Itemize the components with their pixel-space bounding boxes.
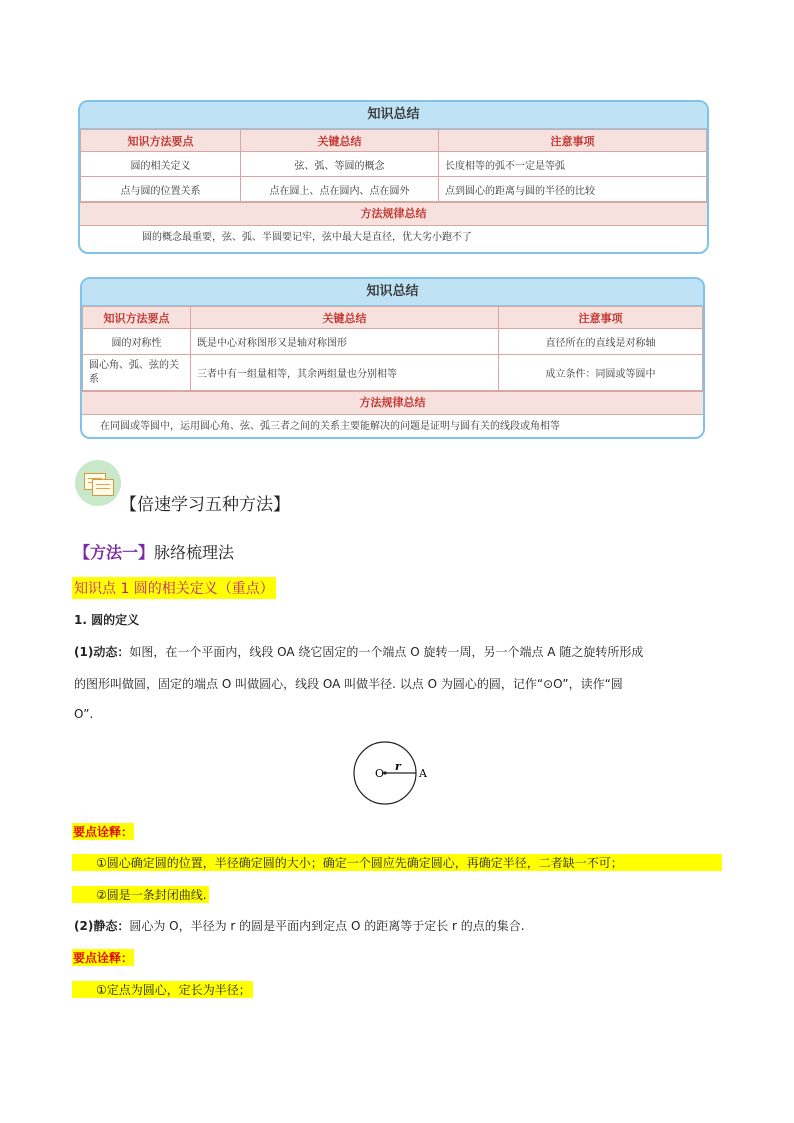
table-row [83,355,703,391]
knowledge-summary-card-2 [80,277,705,439]
table-cell: 成立条件：同圆或等圆中 [499,355,703,391]
method-summary-text: 在同圆或等圆中，运用圆心角、弦、弧三者之间的关系主要能解决的问题是证明与圆有关的线段或角相等 [100,421,560,432]
dynamic-definition-line-2: 的图形叫做圆，固定的端点 O 叫做圆心，线段 OA 叫做半径. 以点 O 为圆心的圆，记作“⊙O”，读作“圆 [74,677,623,691]
table-cell: 既是中心对称图形又是轴对称图形 [191,329,499,355]
method-bracket: 【方法一】 [74,543,155,562]
method-name: 脉络梳理法 [154,543,235,562]
dynamic-text: 如图，在一个平面内，线段 OA 绕它固定的一个端点 O 旋转一周，另一个端点 A 随之旋转所形成 [129,645,644,659]
radius-label: r [395,760,401,773]
col-header: 注意事项 [439,130,707,152]
note-item: ②圆是一条封闭曲线. [72,886,209,903]
knowledge-point-label: 知识点 1 圆的相关定义 [74,581,218,597]
table-cell: 点与圆的位置关系 [81,177,241,202]
notes-title: 要点诠释： [73,951,134,965]
static-text: 圆心为 O，半径为 r 的圆是平面内到定点 O 的距离等于定长 r 的点的集合. [129,919,525,933]
table-cell: 圆心角、弧、弦的关系 [83,355,191,391]
note-item: ①圆心确定圆的位置，半径确定圆的大小；确定一个圆应先确定圆心，再确定半径，二者缺一不可； [72,854,722,871]
table-cell: 长度相等的弧不一定是等弧 [439,152,707,177]
notes-title: 要点诠释： [73,825,134,839]
circle-figure [345,737,465,817]
table-cell: 弦、弧、等圆的概念 [241,152,439,177]
method-heading [74,540,234,563]
knowledge-summary-card-1 [78,100,709,254]
static-definition [74,917,525,934]
point-label: A [419,767,427,780]
dynamic-label: (1)动态： [74,645,130,659]
table-cell: 直径所在的直线是对称轴 [499,329,703,355]
table-cell: 圆的对称性 [83,329,191,355]
card-title: 知识总结 [80,102,707,129]
table-cell: 点到圆心的距离与圆的半径的比较 [439,177,707,202]
table-row [81,177,707,202]
knowledge-point-heading [72,577,276,599]
col-header: 关键总结 [191,307,499,329]
table-cell: 三者中有一组量相等，其余两组量也分别相等 [191,355,499,391]
method-summary-title: 方法规律总结 [82,391,703,415]
card-title: 知识总结 [82,279,703,306]
note-item: ①定点为圆心，定长为半径； [72,981,253,998]
documents-icon [75,460,121,506]
summary-table [80,129,707,202]
static-label: (2)静态： [74,919,130,933]
dynamic-definition-line-3: O”. [74,707,94,721]
col-header: 知识方法要点 [83,307,191,329]
dynamic-definition-line-1 [74,643,643,660]
section-heading: 【倍速学习五种方法】 [120,495,290,515]
table-cell: 圆的相关定义 [81,152,241,177]
table-cell: 点在圆上、点在圆内、点在圆外 [241,177,439,202]
table-row [81,152,707,177]
method-summary-title: 方法规律总结 [80,202,707,226]
table-row [83,329,703,355]
summary-table [82,306,703,391]
col-header: 关键总结 [241,130,439,152]
knowledge-point-tag: （重点） [217,581,274,597]
method-summary-text: 圆的概念最重要，弦、弧、半圆要记牢，弦中最大是直径，优大劣小跑不了 [142,232,472,243]
definition-title: 1. 圆的定义 [74,613,140,627]
col-header: 注意事项 [499,307,703,329]
center-label: O [375,767,385,780]
col-header: 知识方法要点 [81,130,241,152]
